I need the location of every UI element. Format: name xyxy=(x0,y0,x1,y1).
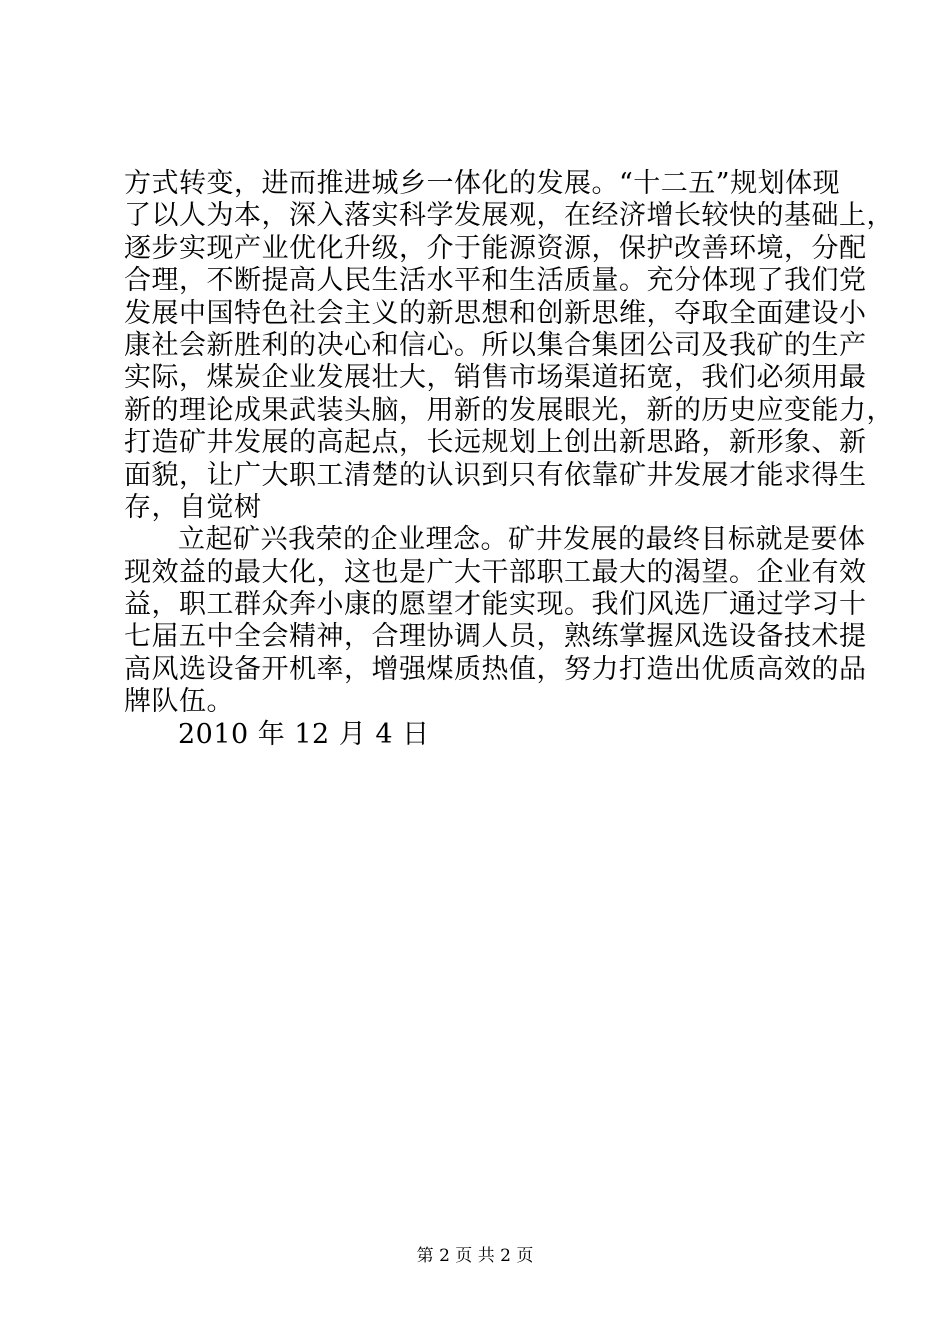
text-line: 存，自觉树 xyxy=(124,491,262,523)
document-date: 2010 年 12 月 4 日 xyxy=(178,718,430,750)
text-line: 新的理论成果武装头脑，用新的发展眼光，新的历史应变能力， xyxy=(124,394,894,426)
paragraph-1 xyxy=(124,168,894,524)
text-line: 七届五中全会精神，合理协调人员，熟练掌握风选设备技术提 xyxy=(124,621,867,653)
page-footer xyxy=(0,1246,950,1266)
text-line: 益，职工群众奔小康的愿望才能实现。我们风选厂通过学习十 xyxy=(124,589,867,621)
text-line: 高风选设备开机率，增强煤质热值，努力打造出优质高效的品 xyxy=(124,653,867,685)
text-line: 实际，煤炭企业发展壮大，销售市场渠道拓宽，我们必须用最 xyxy=(124,362,867,394)
text-line: 面貌，让广大职工清楚的认识到只有依靠矿井发展才能求得生 xyxy=(124,459,867,491)
text-line: 立起矿兴我荣的企业理念。矿井发展的最终目标就是要体 xyxy=(178,524,866,556)
text-line: 方式转变，进而推进城乡一体化的发展。“十二五”规划体现 xyxy=(124,168,841,199)
text-line: 合理，不断提高人民生活水平和生活质量。充分体现了我们党 xyxy=(124,265,867,297)
text-line: 现效益的最大化，这也是广大干部职工最大的渴望。企业有效 xyxy=(124,556,867,588)
text-line: 发展中国特色社会主义的新思想和创新思维，夺取全面建设小 xyxy=(124,297,867,329)
text-line: 牌队伍。 xyxy=(124,686,234,718)
paragraph-2 xyxy=(124,524,867,718)
page-number-label: 第 2 页 共 2 页 xyxy=(416,1246,534,1266)
text-line: 了以人为本，深入落实科学发展观，在经济增长较快的基础上， xyxy=(124,200,894,232)
text-line: 打造矿井发展的高起点，长远规划上创出新思路，新形象、新 xyxy=(124,427,867,459)
text-line: 逐步实现产业优化升级，介于能源资源，保护改善环境，分配 xyxy=(124,232,867,264)
text-line: 康社会新胜利的决心和信心。所以集合集团公司及我矿的生产 xyxy=(124,329,867,361)
document-body xyxy=(124,168,894,751)
